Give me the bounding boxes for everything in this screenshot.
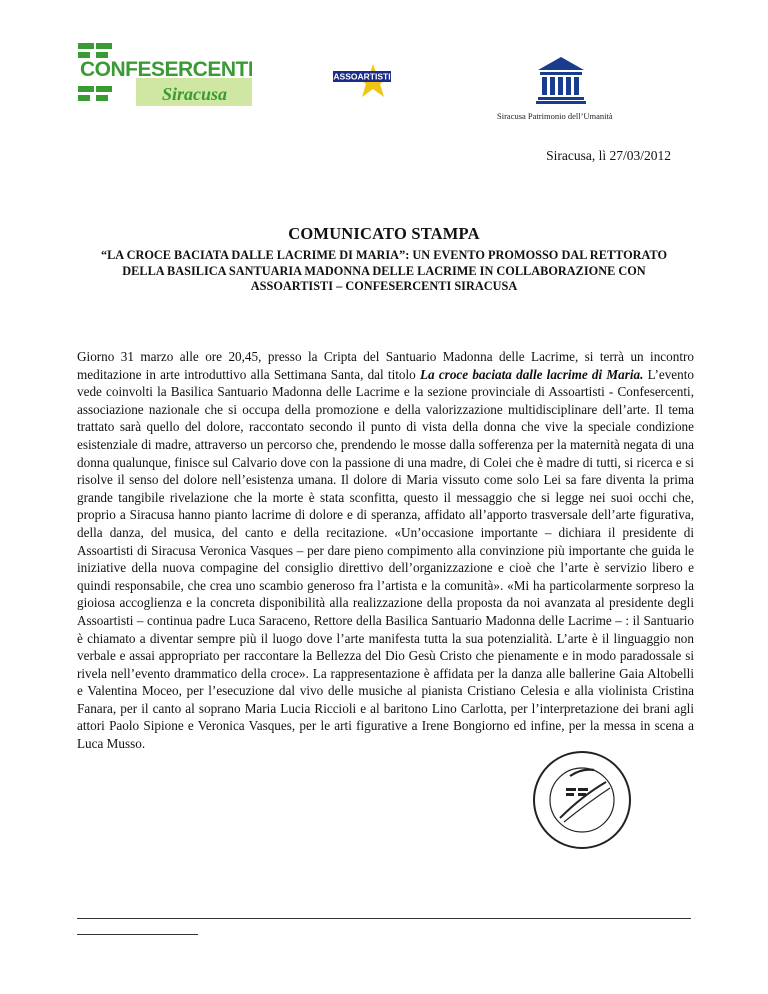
event-title-emphasis: La croce baciata dalle lacrime di Maria. (419, 366, 644, 382)
page-title: COMUNICATO STAMPA (288, 224, 480, 243)
svg-text:CONFESERCENTI: CONFESERCENTI (80, 58, 252, 81)
footer-rule (77, 918, 691, 919)
page-subtitle: “LA CROCE BACIATA DALLE LACRIME DI MARIA”: UN EVENTO PROMOSSO DAL RETTORATO DELLA BASILICA SANTUARIA MADONNA DELLE LACRIME IN COLLABORAZIONE CON ASSOARTISTI – CONFESERCENTI SIRACUSA (100, 248, 668, 293)
assoartisti-logo (333, 58, 391, 100)
confesercenti-siracusa-stamp (530, 748, 634, 852)
confesercenti-logo (76, 40, 252, 106)
document-date: Siracusa, lì 27/03/2012 (546, 148, 671, 163)
unesco-caption: Siracusa Patrimonio dell’Umanità (497, 111, 613, 121)
body-text-part2: L’evento vede coinvolti la Basilica Santuario Madonna delle Lacrime e la sezione provinciale di Assoartisti - Confesercenti, associazione nazionale che si occupa della promozione e della valorizzazione multidisciplinare dell’arte. Il tema trattato sarà quello del dolore, raccontato secondo il punto di vista della donna che vive la speciale condizione esistenziale di madre, attraverso un percorso che, prendendo le mosse dalla sofferenza per la maternità negata di una donna qualunque, finisce sul Calvario dove con la passione di una madre, di Colei che è madre di tutti, si ricerca e si risolve il senso del dolore nell’esistenza umana. Il dolore di Maria vissuto come solo Lei sa fare diventa la prima grande tangibile rivelazione che la morte è stata sconfitta, questo il messaggio che si legge nei suoi occhi che, proprio a Siracusa hanno pianto lacrime di dolore e di speranza, affidato all’apporto trasversale dell’arte figurativa, della danza, del musica, del canto e della recitazione. «Un’occasione importante – dichiara il presidente di Assoartisti di Siracusa Veronica Vasques – per dare pieno compimento alla convinzione più importante che guida le iniziative della nuova compagine del consiglio direttivo dell’organizzazione e cioè che l’arte è servizio libero e quindi responsabile, che crea uno scambio generoso fra l’artista e la comunità». «Mi ha particolarmente sorpreso la gioiosa accoglienza e la concreta disponibilità alla realizzazione della proposta da noi avanzata al presidente degli Assoartisti – continua padre Luca Saraceno, Rettore della Basilica Santuario Madonna delle Lacrime – : il Santuario è chiamato a diventar sempre più il luogo dove l’arte manifesta tutta la sua potenzialità. L’arte è il linguaggio non verbale e assai appropriato per raccontare la Bellezza del Dio Gesù Cristo che pienamente e in modo paradossale si rivela nell’evento drammatico della croce». La rappresentazione è affidata per la danza alle ballerine Gaia Altobelli e Valentina Moceo, per l’esecuzione dal vivo delle musiche al pianista Cristiano Celesia e alla violinista Cristina Fanara, per il canto al soprano Maria Lucia Riccioli e al baritono Lino Carlotta, per l’interpretazione dei brani agli attori Paolo Sipione e Veronica Vasques, per le arti figurative a Irene Bongiorno ed infine, per la messa in scena a Luca Musso. (77, 366, 694, 752)
svg-text:ASSOARTISTI: ASSOARTISTI (333, 71, 391, 82)
body-text-part1: Giorno 31 marzo alle ore 20,45, presso la Cripta del Santuario Madonna delle Lacrime, si terrà un incontro meditazione in arte introduttivo alla Settimana Santa, dal titolo (77, 349, 694, 382)
svg-text:Siracusa: Siracusa (162, 84, 228, 104)
footnote-separator (77, 934, 198, 935)
unesco-logo (536, 55, 586, 105)
press-release-body (77, 348, 694, 753)
